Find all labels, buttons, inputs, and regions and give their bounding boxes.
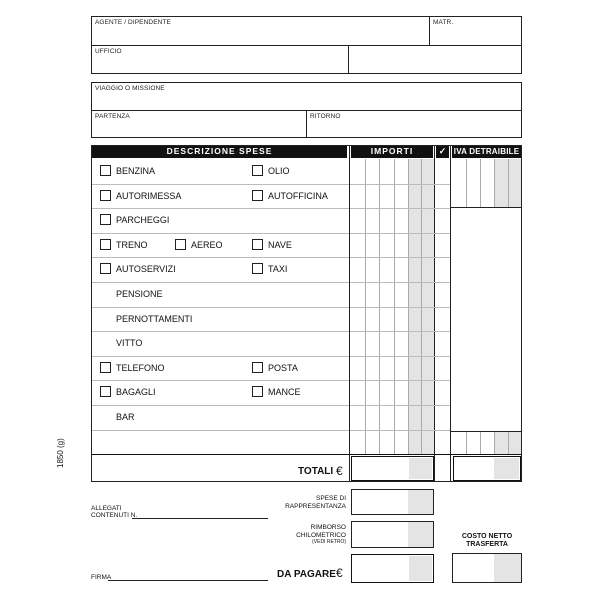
checkbox-parcheggi[interactable] <box>100 214 111 225</box>
allegati-label: ALLEGATI <box>91 505 122 512</box>
costo-netto-cents <box>494 554 521 582</box>
ufficio-extra-field[interactable] <box>349 46 521 73</box>
checkbox-autoservizi[interactable] <box>100 263 111 274</box>
label-pensione: PENSIONE <box>116 289 163 299</box>
side-code: 1850 (g) <box>56 438 65 468</box>
da-pagare-cents <box>409 556 432 581</box>
digit-line <box>508 431 509 454</box>
spese-rapp-cents <box>408 490 433 514</box>
label-autofficina: AUTOFFICINA <box>268 190 328 201</box>
label-parcheggi: PARCHEGGI <box>116 215 170 226</box>
label-autorimessa: AUTORIMESSA <box>116 190 182 201</box>
ritorno-label: RITORNO <box>310 113 341 120</box>
label-bar: BAR <box>116 412 135 422</box>
label-autoservizi: AUTOSERVIZI <box>116 264 176 275</box>
row-divider <box>350 331 450 332</box>
firma-line[interactable] <box>108 580 268 581</box>
checkbox-taxi[interactable] <box>252 263 263 274</box>
row-divider <box>350 307 450 308</box>
label-benzina: BENZINA <box>116 166 156 176</box>
checkbox-mance[interactable] <box>252 386 263 397</box>
da-pagare-label: DA PAGARE <box>277 569 336 580</box>
agente-field[interactable] <box>92 27 428 44</box>
digit-line <box>480 431 481 454</box>
viaggio-field[interactable] <box>92 93 521 109</box>
costo-netto-label: COSTO NETTO TRASFERTA <box>461 533 513 548</box>
divider <box>434 145 435 482</box>
row-divider <box>350 356 450 357</box>
totali-cents <box>409 458 432 479</box>
label-posta: POSTA <box>268 362 298 373</box>
da-pagare-euro: € <box>336 566 343 580</box>
ufficio-field[interactable] <box>92 56 347 73</box>
matr-field[interactable] <box>430 27 521 44</box>
checkbox-aereo[interactable] <box>175 239 186 250</box>
label-bagagli: BAGAGLI <box>116 387 156 398</box>
row-divider <box>350 184 450 185</box>
checkbox-posta[interactable] <box>252 362 263 373</box>
digit-line <box>494 159 495 207</box>
label-mance: MANCE <box>268 387 301 398</box>
label-olio: OLIO <box>268 166 290 176</box>
list-item <box>92 430 349 455</box>
totali-euro: € <box>336 464 343 478</box>
checkbox-autorimessa[interactable] <box>100 190 111 201</box>
importi-header: IMPORTI <box>351 146 433 158</box>
firma-label: FIRMA <box>91 574 112 581</box>
contenuti-label: CONTENUTI N. <box>91 512 138 519</box>
label-taxi: TAXI <box>268 264 288 275</box>
label-nave: NAVE <box>268 239 292 250</box>
label-treno: TRENO <box>116 239 148 250</box>
partenza-label: PARTENZA <box>95 113 130 120</box>
totali-iva-cents <box>494 458 519 479</box>
rimborso-label: RIMBORSO CHILOMETRICO (VEDI RETRO) <box>296 524 346 545</box>
rimborso-cents <box>408 522 433 547</box>
label-pernottamenti: PERNOTTAMENTI <box>116 313 193 324</box>
row-divider <box>350 405 450 406</box>
totali-divider <box>91 454 522 455</box>
checkbox-nave[interactable] <box>252 239 263 250</box>
partenza-field[interactable] <box>92 121 305 137</box>
matr-label: MATR. <box>433 19 454 26</box>
agente-label: AGENTE / DIPENDENTE <box>95 19 171 26</box>
iva-area-bottom <box>450 431 522 432</box>
checkbox-treno[interactable] <box>100 239 111 250</box>
iva-header: IVA DETRAIBILE <box>453 147 520 156</box>
digit-line <box>494 431 495 454</box>
checkbox-autofficina[interactable] <box>252 190 263 201</box>
digit-line <box>466 431 467 454</box>
row-divider <box>350 430 450 431</box>
checkbox-bagagli[interactable] <box>100 386 111 397</box>
row-divider <box>350 208 450 209</box>
digit-line <box>480 159 481 207</box>
row-divider <box>350 282 450 283</box>
checkbox-telefono[interactable] <box>100 362 111 373</box>
viaggio-label: VIAGGIO O MISSIONE <box>95 85 165 92</box>
row-divider <box>350 380 450 381</box>
totali-label: TOTALI <box>298 466 334 477</box>
descrizione-spese-header: DESCRIZIONE SPESE <box>92 146 347 158</box>
divider <box>349 145 350 482</box>
digit-line <box>508 159 509 207</box>
label-aereo: AEREO <box>191 239 223 250</box>
label-vitto: VITTO <box>116 338 143 349</box>
iva-area-top <box>450 207 522 208</box>
row-divider <box>350 233 450 234</box>
label-telefono: TELEFONO <box>116 362 165 373</box>
spese-rapp-label: SPESE DI RAPPRESENTANZA <box>285 495 346 510</box>
ufficio-label: UFFICIO <box>95 48 122 55</box>
checkbox-benzina[interactable] <box>100 165 111 176</box>
checkbox-olio[interactable] <box>252 165 263 176</box>
check-header: ✓ <box>436 146 449 158</box>
ritorno-field[interactable] <box>307 121 521 137</box>
digit-line <box>466 159 467 207</box>
contenuti-line[interactable] <box>132 518 268 519</box>
row-divider <box>350 257 450 258</box>
